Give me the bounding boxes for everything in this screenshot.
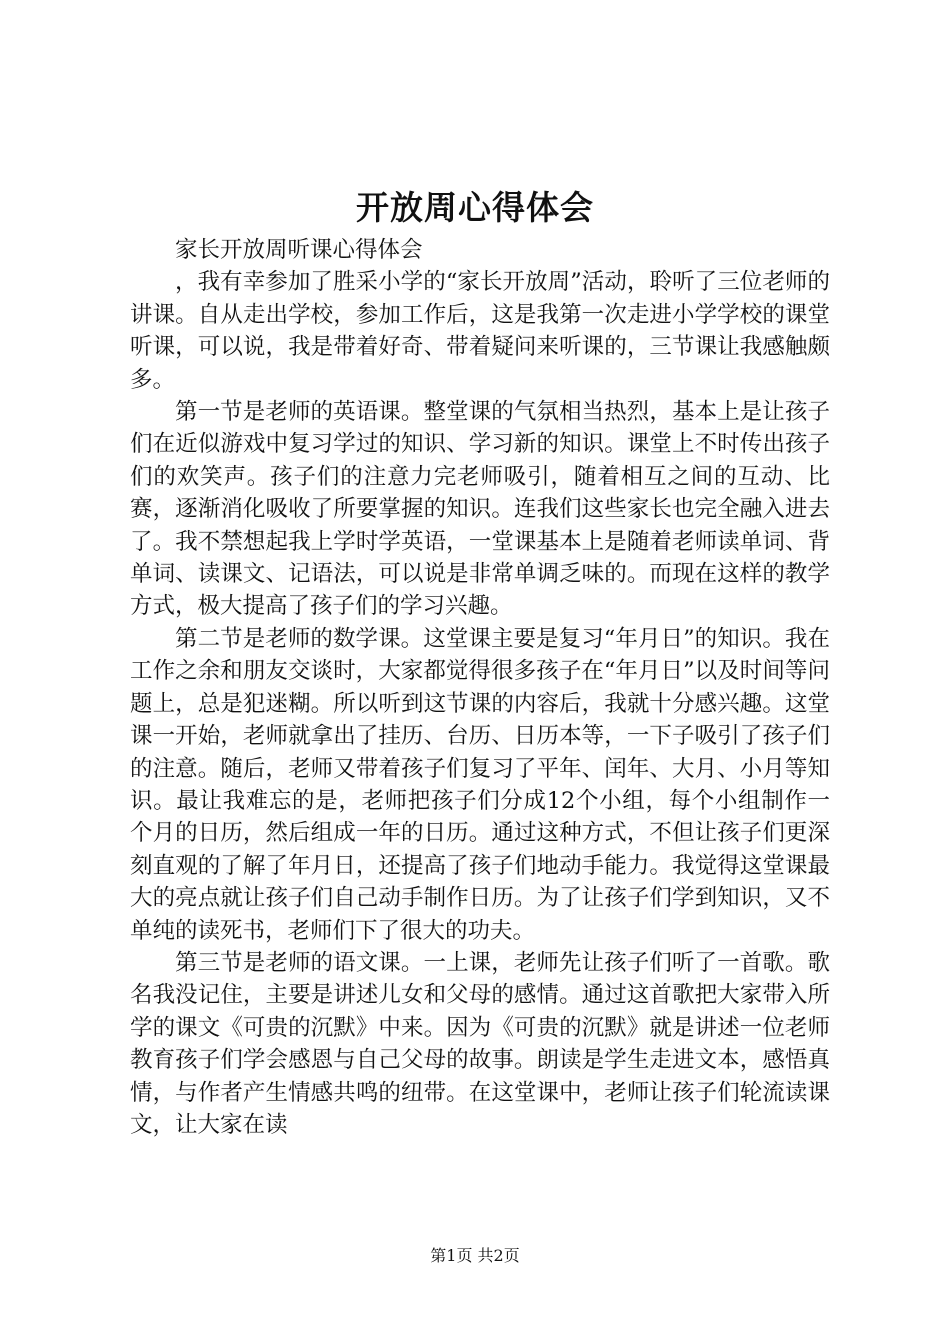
document-body [130, 234, 830, 1141]
page-number-footer: 第1页 共2页 [430, 1246, 520, 1265]
paragraph-subtitle: 家长开放周听课心得体会 [175, 237, 423, 263]
paragraph-english-class: 第一节是老师的英语课。整堂课的气氛相当热烈，基本上是让孩子们在近似游戏中复习学过的知识、学习新的知识。课堂上不时传出孩子们的欢笑声。孩子们的注意力完老师吸引，随着相互之间的互动、比赛，逐渐消化吸收了所要掌握的知识。连我们这些家长也完全融入进去了。我不禁想起我上学时学英语，一堂课基本上是随着老师读单词、背单词、读课文、记语法，可以说是非常单调乏味的。而现在这样的教学方式，极大提高了孩子们的学习兴趣。 [130, 399, 830, 620]
document-title: 开放周心得体会 [356, 188, 594, 227]
paragraph-chinese-class: 第三节是老师的语文课。一上课，老师先让孩子们听了一首歌。歌名我没记住，主要是讲述儿女和父母的感情。通过这首歌把大家带入所学的课文《可贵的沉默》中来。因为《可贵的沉默》就是讲述一位老师教育孩子们学会感恩与自己父母的故事。朗读是学生走进文本，感悟真情，与作者产生情感共鸣的纽带。在这堂课中，老师让孩子们轮流读课文，让大家在读 [130, 949, 830, 1138]
paragraph-math-class: 第二节是老师的数学课。这堂课主要是复习“年月日”的知识。我在工作之余和朋友交谈时，大家都觉得很多孩子在“年月日”以及时间等问题上，总是犯迷糊。所以听到这节课的内容后，我就十分感兴趣。这堂课一开始，老师就拿出了挂历、台历、日历本等，一下子吸引了孩子们的注意。随后，老师又带着孩子们复习了平年、闰年、大月、小月等知识。最让我难忘的是，老师把孩子们分成12个小组，每个小组制作一个月的日历，然后组成一年的日历。通过这种方式，不但让孩子们更深刻直观的了解了年月日，还提高了孩子们地动手能力。我觉得这堂课最大的亮点就让孩子们自己动手制作日历。为了让孩子们学到知识，又不单纯的读死书，老师们下了很大的功夫。 [130, 625, 830, 944]
paragraph-intro: ，我有幸参加了胜采小学的“家长开放周”活动，聆听了三位老师的讲课。自从走出学校，参加工作后，这是我第一次走进小学学校的课堂听课，可以说，我是带着好奇、带着疑问来听课的，三节课让我感触颇多。 [130, 269, 830, 393]
